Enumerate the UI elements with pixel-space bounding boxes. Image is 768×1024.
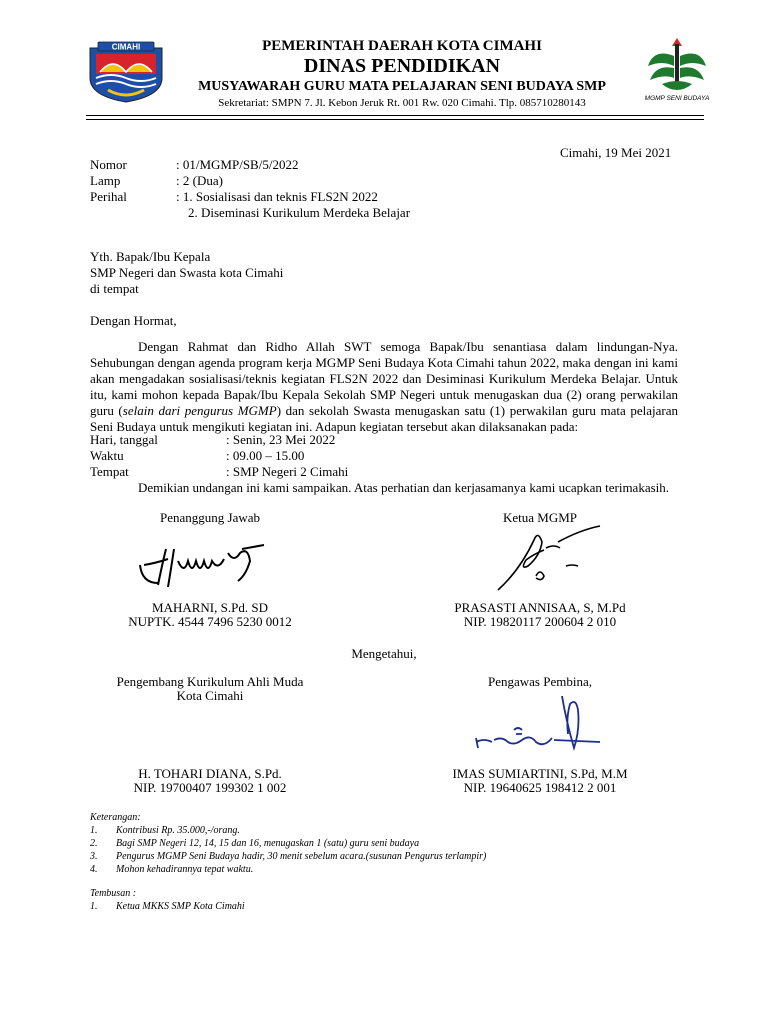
note-item	[90, 850, 486, 863]
nomor-label: Nomor	[90, 157, 127, 172]
cimahi-logo-text: CIMAHI	[111, 42, 141, 52]
right-signatory-id: NIP. 19820117 200604 2 010	[463, 614, 617, 629]
header-department: DINAS PENDIDIKAN	[303, 55, 501, 77]
body-text-part-2: ) dan sekolah Swasta menugaskan satu (1) perwakilan guru mata pelajaran Seni Budaya untuk mengikuti kegiatan ini. Adapun kegiatan tersebut akan dilaksanakan pada:	[90, 403, 678, 434]
note-text: Bagi SMP Negeri 12, 14, 15 dan 16, menugaskan 1 (satu) guru seni budaya	[116, 838, 420, 849]
note-text: Pengurus MGMP Seni Budaya hadir, 30 menit sebelum acara.(susunan Pengurus terlampir)	[116, 851, 487, 862]
left-signature	[138, 535, 268, 595]
cc-num: 1.	[90, 901, 98, 912]
left-signatory-name: MAHARNI, S.Pd. SD	[152, 600, 268, 615]
cc-text: Ketua MKKS SMP Kota Cimahi	[116, 901, 245, 912]
header-separator-bottom	[86, 119, 704, 120]
cc-item	[90, 900, 245, 913]
note-text: Mohon kehadirannya tepat waktu.	[116, 864, 254, 875]
hari-label: Hari, tanggal	[90, 432, 158, 447]
right-signature	[480, 520, 610, 595]
body-text-italic: selain dari pengurus MGMP	[122, 403, 277, 418]
note-num: 3.	[90, 851, 98, 862]
body-text-part-1: Dengan Rahmat dan Ridho Allah SWT semoga Bapak/Ibu senantiasa dalam lindungan-Nya. Sehubungan dengan agenda program kerja MGMP Seni Budaya Kota Cimahi tahun 2022, maka dengan ini kami akan mengadakan sosialisasi/teknis kegiatan FLS2N 2022 dan Desiminasi Kurikulum Merdeka Belajar. Untuk itu, kami mohon kepada Bapak/Ibu Kepala Sekolah SMP Negeri untuk menugaskan dua (2) orang perwakilan guru (	[90, 339, 678, 418]
note-num: 2.	[90, 838, 98, 849]
tempat-value: : SMP Negeri 2 Cimahi	[226, 464, 349, 479]
note-item	[90, 824, 240, 837]
bottom-left-title-1: Pengembang Kurikulum Ahli Muda	[116, 674, 304, 689]
bottom-left-id: NIP. 19700407 199302 1 002	[133, 780, 287, 795]
cimahi-logo	[86, 38, 166, 104]
note-item	[90, 837, 419, 850]
note-item	[90, 863, 253, 876]
left-signatory-id: NUPTK. 4544 7496 5230 0012	[128, 614, 292, 629]
waktu-value: : 09.00 – 15.00	[226, 448, 305, 463]
bottom-right-signature	[470, 690, 610, 755]
perihal-value-2: 2. Diseminasi Kurikulum Merdeka Belajar	[188, 205, 411, 220]
perihal-value-1: : 1. Sosialisasi dan teknis FLS2N 2022	[176, 189, 378, 204]
lamp-value: : 2 (Dua)	[176, 173, 223, 188]
bottom-right-id: NIP. 19640625 198412 2 001	[463, 780, 617, 795]
note-num: 1.	[90, 825, 98, 836]
right-signatory-name: PRASASTI ANNISAA, S, M.Pd	[454, 600, 626, 615]
left-signatory-title: Penanggung Jawab	[159, 510, 260, 525]
perihal-label: Perihal	[90, 189, 127, 204]
cc-title: Tembusan :	[90, 888, 137, 899]
bottom-right-title: Pengawas Pembina,	[488, 674, 592, 689]
waktu-label: Waktu	[90, 448, 124, 463]
hari-value: : Senin, 23 Mei 2022	[226, 432, 336, 447]
bottom-right-name: IMAS SUMIARTINI, S.Pd, M.M	[452, 766, 628, 781]
right-signatory-title: Ketua MGMP	[502, 510, 578, 525]
nomor-value: : 01/MGMP/SB/5/2022	[176, 157, 299, 172]
notes-title: Keterangan:	[90, 812, 141, 823]
recipient-line-2: SMP Negeri dan Swasta kota Cimahi	[90, 265, 284, 280]
body-paragraph	[90, 339, 678, 435]
note-text: Kontribusi Rp. 35.000,-/orang.	[116, 825, 240, 836]
bottom-left-title-2: Kota Cimahi	[176, 688, 244, 703]
letter-date: Cimahi, 19 Mei 2021	[560, 145, 672, 160]
recipient-line-3: di tempat	[90, 281, 139, 296]
closing-text: Demikian undangan ini kami sampaikan. Atas perhatian dan kerjasamanya kami ucapkan terimakasih.	[138, 480, 670, 495]
acknowledged-label: Mengetahui,	[351, 646, 417, 661]
bottom-left-name: H. TOHARI DIANA, S.Pd.	[138, 766, 282, 781]
header-address: Sekretariat: SMPN 7. Jl. Kebon Jeruk Rt. 001 Rw. 020 Cimahi. Tlp. 085710280143	[218, 97, 586, 109]
note-num: 4.	[90, 864, 98, 875]
header-government: PEMERINTAH DAERAH KOTA CIMAHI	[262, 38, 542, 54]
mgmp-logo	[640, 34, 714, 106]
tempat-label: Tempat	[90, 464, 129, 479]
header-separator-top	[86, 115, 704, 116]
lamp-label: Lamp	[90, 173, 121, 188]
mgmp-logo-text: MGMP SENI BUDAYA	[644, 95, 710, 102]
header-organization: MUSYAWARAH GURU MATA PELAJARAN SENI BUDAYA SMP	[198, 79, 606, 94]
greeting: Dengan Hormat,	[90, 313, 177, 328]
recipient-line-1: Yth. Bapak/Ibu Kepala	[90, 249, 211, 264]
